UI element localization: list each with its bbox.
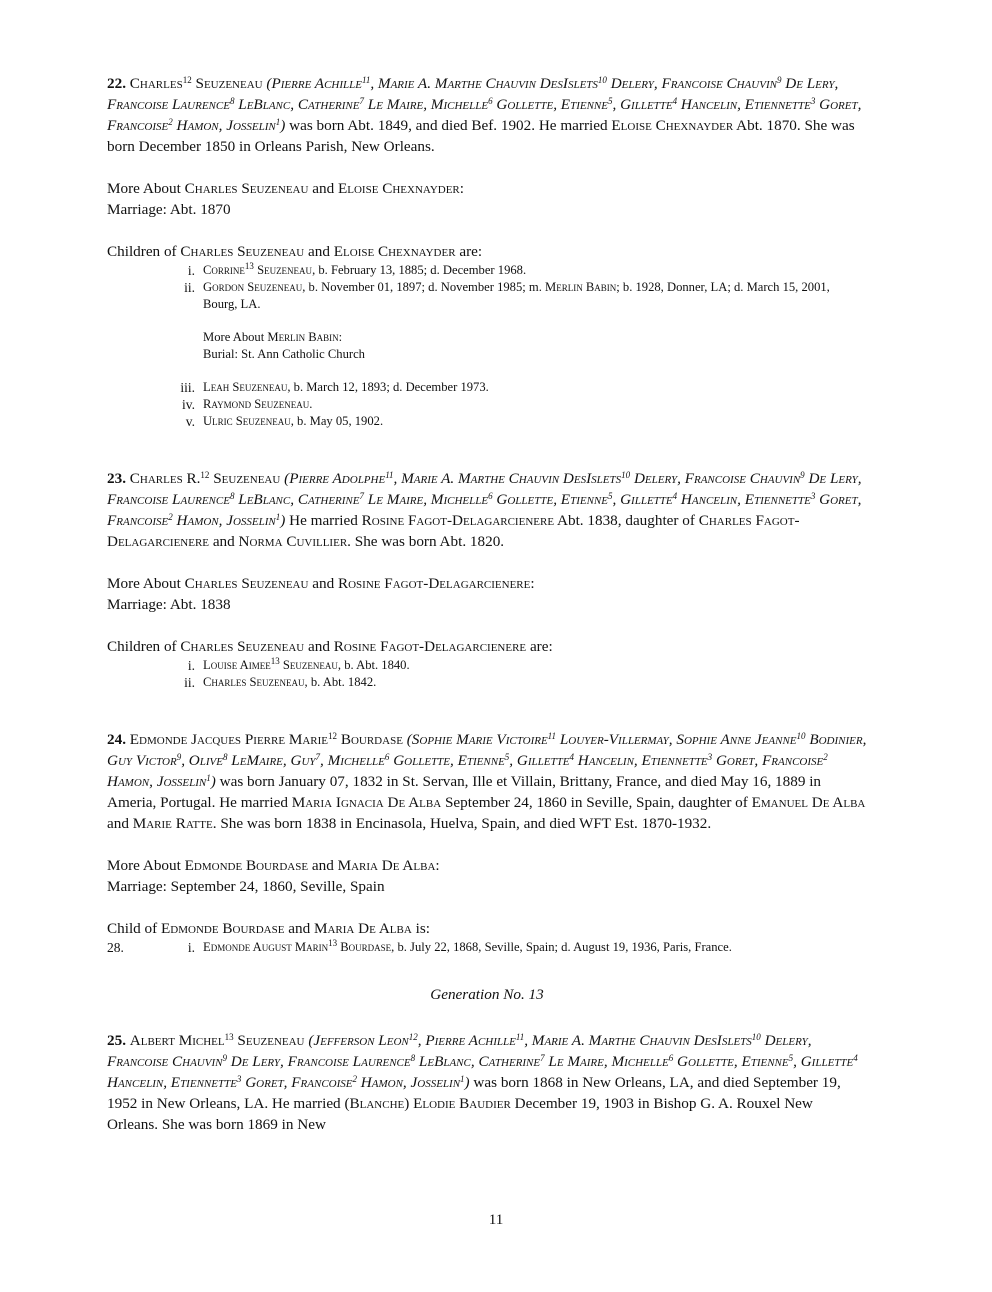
child-index: i. xyxy=(187,263,195,278)
lineage: (Pierre Achille$^{11}$, Marie A. Marthe Chauvin DesIslets$^{10}$ Delery, Francoise Chauvin$^9$ De Lery, Francoise Laurence$^8$ LeBlanc, Catherine$^7$ Le Maire, Michelle$^6$ Gollette, Etienne$^5$, Gillette$^4$ Hancelin, Etiennette$^3$ Goret, Francoise$^2$ Hamon, Josselin$^1$) xyxy=(107,75,862,134)
person-first-name: Charles R. xyxy=(129,470,201,487)
genealogy-page xyxy=(107,73,867,1135)
children-list xyxy=(107,262,867,313)
list-item xyxy=(107,379,867,396)
merlin-burial: Burial: St. Ann Catholic Church xyxy=(203,347,365,361)
biography: He married Rosine Fagot-Delagarcienere Abt. 1838, daughter of Charles Fagot-Delagarcienere and Norma Cuvillier. She was born Abt. 1820. xyxy=(107,512,800,550)
entry-23 xyxy=(107,468,867,552)
child-text: Leah Seuzeneau, b. March 12, 1893; d. December 1973. xyxy=(203,380,489,394)
person-first-name: Charles xyxy=(129,75,183,92)
lineage: (Sophie Marie Victoire$^{11}$ Louyer-Villermay, Sophie Anne Jeanne$^{10}$ Bodinier, Guy Victor$^9$, Olive$^8$ LeMaire, Guy$^7$, Michelle$^6$ Gollette, Etienne$^5$, Gillette$^4$ Hancelin, Etiennette$^3$ Goret, Francoise$^2$ Hamon, Josselin$^1$) xyxy=(107,731,867,790)
child-index: ii. xyxy=(184,675,195,690)
more-about-heading: More About Charles Seuzeneau and Eloise Chexnayder: xyxy=(107,180,464,197)
list-item xyxy=(107,396,867,413)
children-list xyxy=(107,939,867,956)
entry-25 xyxy=(107,1030,867,1135)
child-text: Edmonde August Marin$^{13}$ Bourdase, b. July 22, 1868, Seville, Spain; d. August 19, 1936, Paris, France. xyxy=(203,938,732,954)
list-item xyxy=(107,939,867,956)
child-text: Gordon Seuzeneau, b. November 01, 1897; d. November 1985; m. Merlin Babin; b. 1928, Donner, LA; d. March 15, 2001, Bourg, LA. xyxy=(203,280,830,311)
entry-number: 25. xyxy=(107,1032,126,1049)
marriage-fact: Marriage: September 24, 1860, Seville, Spain xyxy=(107,878,385,895)
person-surname: Bourdase xyxy=(340,731,403,748)
child-text: Corrine$^{13}$ Seuzeneau, b. February 13, 1885; d. December 1968. xyxy=(203,261,527,277)
child-index: ii. xyxy=(184,280,195,295)
person-first-name: Edmonde Jacques Pierre Marie xyxy=(129,731,329,748)
generation-heading: Generation No. 13 xyxy=(430,986,544,1003)
generation-number: 12 xyxy=(328,731,338,741)
entry-22 xyxy=(107,73,867,157)
child-text: Ulric Seuzeneau, b. May 05, 1902. xyxy=(203,414,384,428)
generation-number: 13 xyxy=(224,1032,234,1042)
lineage: (Jefferson Leon$^{12}$, Pierre Achille$^{11}$, Marie A. Marthe Chauvin DesIslets$^{10}$ Delery, Francoise Chauvin$^9$ De Lery, Francoise Laurence$^8$ LeBlanc, Catherine$^7$ Le Maire, Michelle$^6$ Gollette, Etienne$^5$, Gillette$^4$ Hancelin, Etiennette$^3$ Goret, Francoise$^2$ Hamon, Josselin$^1$) xyxy=(107,1032,858,1091)
entry-24 xyxy=(107,729,867,834)
lineage: (Pierre Adolphe$^{11}$, Marie A. Marthe Chauvin DesIslets$^{10}$ Delery, Francoise Chauvin$^9$ De Lery, Francoise Laurence$^8$ LeBlanc, Catherine$^7$ Le Maire, Michelle$^6$ Gollette, Etienne$^5$, Gillette$^4$ Hancelin, Etiennette$^3$ Goret, Francoise$^2$ Hamon, Josselin$^1$) xyxy=(107,470,862,529)
biography: was born 1868 in New Orleans, LA, and died September 19, 1952 in New Orleans, LA. He married (Blanche) Elodie Baudier December 19, 1903 in Bishop G. A. Rouxel New Orleans. She was born 1869 in New xyxy=(107,1074,841,1133)
person-surname: Seuzeneau xyxy=(213,470,281,487)
merlin-more-about: More About Merlin Babin: xyxy=(203,330,343,344)
more-about-heading: More About Charles Seuzeneau and Rosine Fagot-Delagarcienere: xyxy=(107,575,535,592)
page-number: 11 xyxy=(488,1211,504,1228)
child-index: v. xyxy=(185,414,195,429)
generation-number: 12 xyxy=(200,470,210,480)
child-text: Louise Aimee$^{13}$ Seuzeneau, b. Abt. 1840. xyxy=(203,656,410,672)
child-cross-reference: 28. xyxy=(107,940,124,955)
child-index: i. xyxy=(187,940,195,955)
biography: was born January 07, 1832 in St. Servan, Ille et Villain, Brittany, France, and died May 16, 1889 in Ameria, Portugal. He married Maria Ignacia De Alba September 24, 1860 in Seville, Spain, daughter of Emanuel De Alba and Marie Ratte. She was born 1838 in Encinasola, Huelva, Spain, and died WFT Est. 1870-1932. xyxy=(107,773,866,832)
children-list xyxy=(107,657,867,691)
list-item xyxy=(107,413,867,430)
children-list-continued xyxy=(107,379,867,430)
child-text: Raymond Seuzeneau. xyxy=(203,397,313,411)
list-item xyxy=(107,279,867,313)
entry-number: 24. xyxy=(107,731,126,748)
list-item xyxy=(107,262,867,279)
child-text: Charles Seuzeneau, b. Abt. 1842. xyxy=(203,675,377,689)
entry-number: 23. xyxy=(107,470,126,487)
more-about-heading: More About Edmonde Bourdase and Maria De Alba: xyxy=(107,857,440,874)
list-item xyxy=(107,674,867,691)
child-index: i. xyxy=(187,658,195,673)
marriage-fact: Marriage: Abt. 1838 xyxy=(107,596,231,613)
children-heading: Children of Charles Seuzeneau and Rosine Fagot-Delagarcienere are: xyxy=(107,638,553,655)
marriage-fact: Marriage: Abt. 1870 xyxy=(107,201,231,218)
person-surname: Seuzeneau xyxy=(237,1032,305,1049)
person-surname: Seuzeneau xyxy=(195,75,263,92)
children-heading: Child of Edmonde Bourdase and Maria De Alba is: xyxy=(107,920,430,937)
person-first-name: Albert Michel xyxy=(129,1032,225,1049)
child-index: iii. xyxy=(180,380,195,395)
list-item xyxy=(107,657,867,674)
child-index: iv. xyxy=(182,397,195,412)
children-heading: Children of Charles Seuzeneau and Eloise Chexnayder are: xyxy=(107,243,483,260)
generation-number: 12 xyxy=(182,75,192,85)
biography: was born Abt. 1849, and died Bef. 1902. He married Eloise Chexnayder Abt. 1870. She was born December 1850 in Orleans Parish, New Orleans. xyxy=(107,117,855,155)
entry-number: 22. xyxy=(107,75,126,92)
